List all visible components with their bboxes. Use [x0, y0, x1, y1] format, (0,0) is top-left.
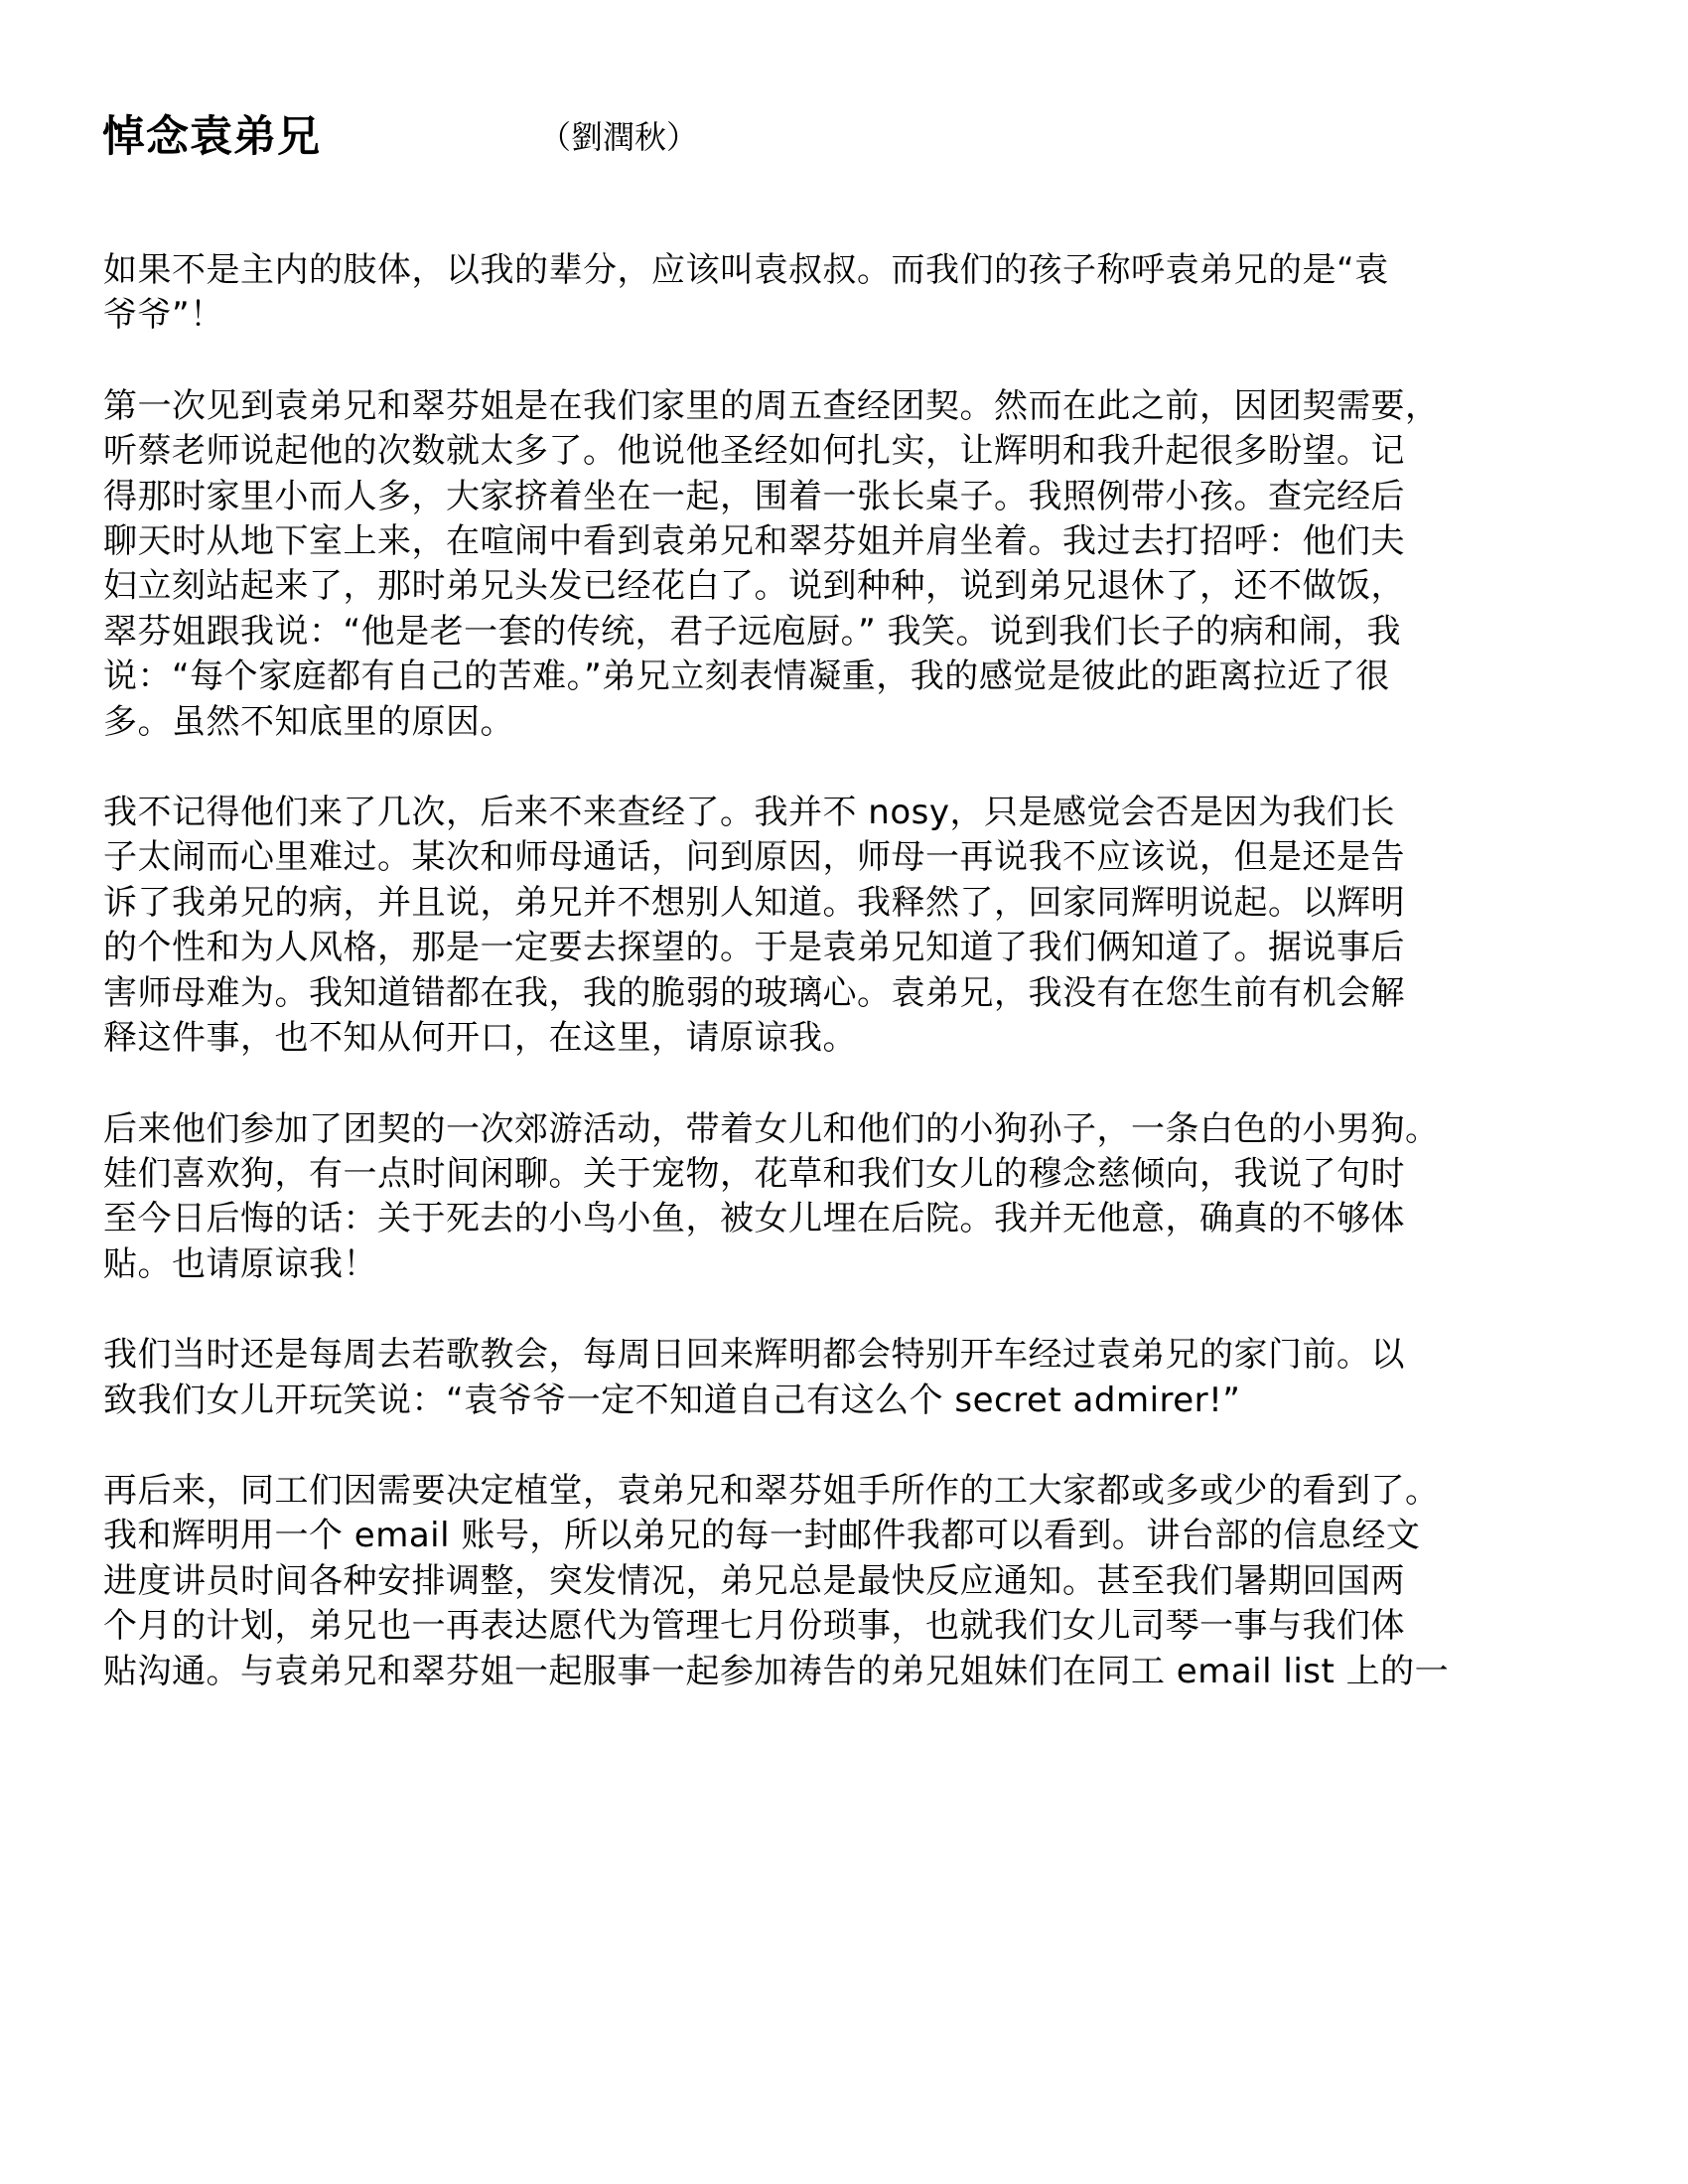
paragraph-line: 第一次见到袁弟兄和翠芬姐是在我们家里的周五查经团契。然而在此之前，因团契需要，: [103, 385, 1440, 426]
paragraph-line: 多。虽然不知底里的原因。: [103, 701, 514, 742]
paragraph: [103, 791, 1613, 1061]
paragraph: [103, 1469, 1613, 1694]
paragraph-line: 娃们喜欢狗，有一点时间闲聊。关于宠物，花草和我们女儿的穆念慈倾向，我说了句时: [103, 1153, 1405, 1194]
paragraph-line: 我们当时还是每周去若歌教会，每周日回来辉明都会特别开车经过袁弟兄的家门前。以: [103, 1335, 1405, 1376]
paragraph-line: 贴沟通。与袁弟兄和翠芬姐一起服事一起参加祷告的弟兄姐妹们在同工 email list 上的一: [103, 1651, 1450, 1691]
paragraph-line: 我和辉明用一个 email 账号，所以弟兄的每一封邮件我都可以看到。讲台部的信息经文: [103, 1516, 1421, 1556]
paragraph-line: 再后来，同工们因需要决定植堂，袁弟兄和翠芬姐手所作的工大家都或多或少的看到了。: [103, 1470, 1440, 1511]
paragraph-line: 翠芬姐跟我说：“他是老一套的传统，君子远庖厨。” 我笑。说到我们长子的病和闹，我: [103, 611, 1402, 652]
paragraph-line: 贴。也请原谅我！: [103, 1243, 377, 1284]
document-author: （劉潤秋）: [539, 118, 699, 156]
paragraph-line: 得那时家里小而人多，大家挤着坐在一起，围着一张长桌子。我照例带小孩。查完经后: [103, 476, 1405, 516]
paragraph-line: 我不记得他们来了几次，后来不来查经了。我并不 nosy，只是感觉会否是因为我们长: [103, 793, 1395, 833]
paragraph-line: 听蔡老师说起他的次数就太多了。他说他圣经如何扎实，让辉明和我升起很多盼望。记: [103, 431, 1405, 472]
paragraph: [103, 1333, 1613, 1423]
paragraph-line: 进度讲员时间各种安排调整，突发情况，弟兄总是最快反应通知。甚至我们暑期回国两: [103, 1560, 1405, 1601]
document-body: [103, 248, 1613, 1740]
paragraph-line: 释这件事，也不知从何开口，在这里，请原谅我。: [103, 1018, 857, 1059]
paragraph-line: 害师母难为。我知道错都在我，我的脆弱的玻璃心。袁弟兄，我没有在您生前有机会解: [103, 972, 1405, 1013]
paragraph-line: 子太闹而心里难过。某次和师母通话，问到原因，师母一再说我不应该说，但是还是告: [103, 837, 1405, 878]
paragraph: [103, 248, 1613, 339]
document-title: 悼念袁弟兄: [102, 112, 321, 162]
paragraph: [103, 384, 1613, 745]
document-header: [102, 107, 699, 167]
paragraph-line: 如果不是主内的肢体，以我的辈分，应该叫袁叔叔。而我们的孩子称呼袁弟兄的是“袁: [103, 250, 1389, 290]
paragraph-line: 说：“每个家庭都有自己的苦难。”弟兄立刻表情凝重，我的感觉是彼此的距离拉近了很: [103, 656, 1390, 697]
paragraph-line: 个月的计划，弟兄也一再表达愿代为管理七月份琐事，也就我们女儿司琴一事与我们体: [103, 1606, 1405, 1647]
paragraph-line: 诉了我弟兄的病，并且说，弟兄并不想别人知道。我释然了，回家同辉明说起。以辉明: [103, 882, 1405, 923]
paragraph-line: 后来他们参加了团契的一次郊游活动，带着女儿和他们的小狗孙子，一条白色的小男狗。: [103, 1108, 1440, 1149]
paragraph-line: 致我们女儿开玩笑说：“袁爷爷一定不知道自己有这么个 secret admirer!”: [103, 1380, 1241, 1420]
paragraph-line: 至今日后悔的话：关于死去的小鸟小鱼，被女儿埋在后院。我并无他意，确真的不够体: [103, 1199, 1405, 1239]
paragraph-line: 爷爷”！: [103, 295, 224, 336]
paragraph: [103, 1107, 1613, 1288]
paragraph-line: 聊天时从地下室上来，在喧闹中看到袁弟兄和翠芬姐并肩坐着。我过去打招呼：他们夫: [103, 521, 1405, 562]
paragraph-line: 的个性和为人风格，那是一定要去探望的。于是袁弟兄知道了我们俩知道了。据说事后: [103, 928, 1405, 968]
paragraph-line: 妇立刻站起来了，那时弟兄头发已经花白了。说到种种，说到弟兄退休了，还不做饭，: [103, 566, 1405, 607]
